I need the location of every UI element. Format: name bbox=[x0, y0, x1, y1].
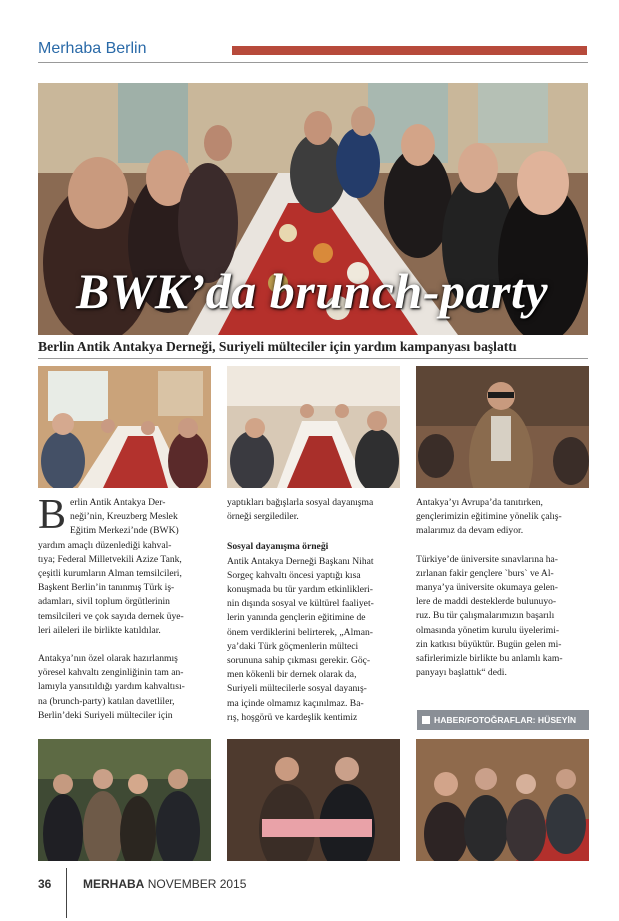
col2-line: Sorgeç kahvaltı öncesi yaptığı kısa bbox=[227, 569, 361, 581]
col2-line: konuşmada bu tür yardım etkinlikleri- bbox=[227, 584, 374, 596]
guests-photo-2 bbox=[227, 739, 400, 861]
guests-photo-1 bbox=[38, 739, 211, 861]
hero-title: BWK’da brunch-party bbox=[75, 263, 549, 319]
subtitle-rule bbox=[38, 358, 588, 359]
article-subtitle: Berlin Antik Antakya Derneği, Suriyeli mülteciler için yardım kampanyası başlattı bbox=[38, 339, 517, 354]
col3-line: panyayı başlattık“ dedi. bbox=[416, 667, 507, 679]
col1-line: adamları, sivil toplum örgütlerinin bbox=[38, 596, 170, 608]
guests-photo-3 bbox=[416, 739, 589, 861]
col1-line: yardım amaçlı düzenlediği kahval- bbox=[38, 539, 172, 551]
col2-line: ma içinde olmamız kaçınılmaz. Ba- bbox=[227, 697, 364, 709]
article-column-1 bbox=[38, 492, 210, 723]
drop-cap: B bbox=[38, 492, 67, 538]
col2-line: Suriyeli mültecilerle sosyal dayanış- bbox=[227, 683, 367, 695]
header-rule bbox=[38, 62, 588, 63]
col1-line: çeşitli kurumların Alman temsilcileri, bbox=[38, 568, 182, 580]
square-bullet-icon bbox=[422, 716, 430, 724]
col3-line: zırlanan fakir gençlere `burs` ve Al- bbox=[416, 567, 554, 579]
footer-magazine bbox=[83, 877, 246, 891]
col1-line: neği’nin, Kreuzberg Meslek bbox=[70, 511, 178, 523]
col2-line: sorununa sahip çıkması gerekir. Göç- bbox=[227, 655, 371, 667]
col1-line: tıya; Federal Milletvekili Azize Tank, bbox=[38, 553, 182, 565]
col2-line: yaptıkları bağışlarla sosyal dayanışma bbox=[227, 497, 374, 508]
col3-line: Antakya’yı Avrupa’da tanıtırken, bbox=[416, 497, 543, 508]
col3-line: lere de maddi desteklerde bulunuyo- bbox=[416, 596, 557, 608]
col3-line: Türkiye’de üniversite sınavlarına ha- bbox=[416, 553, 558, 565]
col3-line: manya’ya üniversite okumaya gelen- bbox=[416, 582, 558, 594]
article-column-2 bbox=[227, 496, 402, 725]
magazine-name: MERHABA bbox=[83, 877, 145, 891]
col3-line: olmasında yönetim kurulu üyelerimi- bbox=[416, 624, 560, 636]
col3-line: safirlerimizle birlikte bu anlamlı kam- bbox=[416, 653, 563, 665]
photo-credit: HABER/FOTOĞRAFLAR: HÜSEYİN bbox=[434, 715, 577, 725]
col1-line: erlin Antik Antakya Der- bbox=[70, 497, 166, 508]
col1-line: temsilcileri ve çok sayıda dernek üye- bbox=[38, 610, 184, 622]
col1-line: Berlin’deki Suriyeli mülteciler için bbox=[38, 709, 173, 721]
col2-subhead: Sosyal dayanışma örneği bbox=[227, 541, 329, 553]
event-photo-3 bbox=[416, 366, 589, 488]
issue-date: NOVEMBER 2015 bbox=[147, 877, 247, 891]
col2-line: ya’daki Türk göçmenlerin mülteci bbox=[227, 640, 359, 652]
event-photo-1 bbox=[38, 366, 211, 488]
col1-line: Başkent Berlin’in tanınmış Türk iş- bbox=[38, 582, 175, 594]
col2-line: men kökenli bir dernek olarak da, bbox=[227, 669, 357, 681]
col1-line: na (brunch-party) katılan davetliler, bbox=[38, 695, 175, 707]
photo-credit-box bbox=[417, 710, 589, 730]
col2-line: Antik Antakya Derneği Başkanı Nihat bbox=[227, 555, 374, 567]
col3-line: gençlerimizin eğitimine yönelik çalış- bbox=[416, 511, 562, 523]
article-column-3 bbox=[416, 496, 591, 680]
event-photo-2 bbox=[227, 366, 400, 488]
col2-line: lerin yanında gençlerin eğitimine de bbox=[227, 612, 366, 624]
col1-line: yöresel kahvaltı zenginliğinin tam an- bbox=[38, 667, 184, 679]
section-accent-bar bbox=[232, 46, 587, 55]
col2-line: önem verdiklerini belirterek, „Alman- bbox=[227, 626, 373, 638]
col3-line: ruz. Bu tür çalışmalarımızın başarılı bbox=[416, 610, 555, 622]
col1-line: lamıyla yansıtıldığı yardım kahvaltısı- bbox=[38, 681, 185, 693]
col2-line: rış, hoşgörü ve kardeşlik kentimiz bbox=[227, 711, 358, 723]
page-number: 36 bbox=[38, 877, 52, 891]
col1-line: leri aileleri ile birlikte katıldılar. bbox=[38, 624, 161, 636]
section-title: Merhaba Berlin bbox=[38, 40, 147, 57]
col3-line: malarımız da devam ediyor. bbox=[416, 525, 524, 537]
col2-line: nin dışında sosyal ve kültürel faaliyet- bbox=[227, 598, 374, 610]
col1-line: Eğitim Merkezi’nde (BWK) bbox=[70, 525, 179, 537]
col3-line: zin katkısı büyüktür. Bugün gelen mi- bbox=[416, 638, 562, 650]
col1-line: Antakya’nın özel olarak hazırlanmış bbox=[38, 653, 178, 665]
col2-line: örneği sergilediler. bbox=[227, 511, 299, 523]
footer-divider bbox=[66, 868, 67, 918]
